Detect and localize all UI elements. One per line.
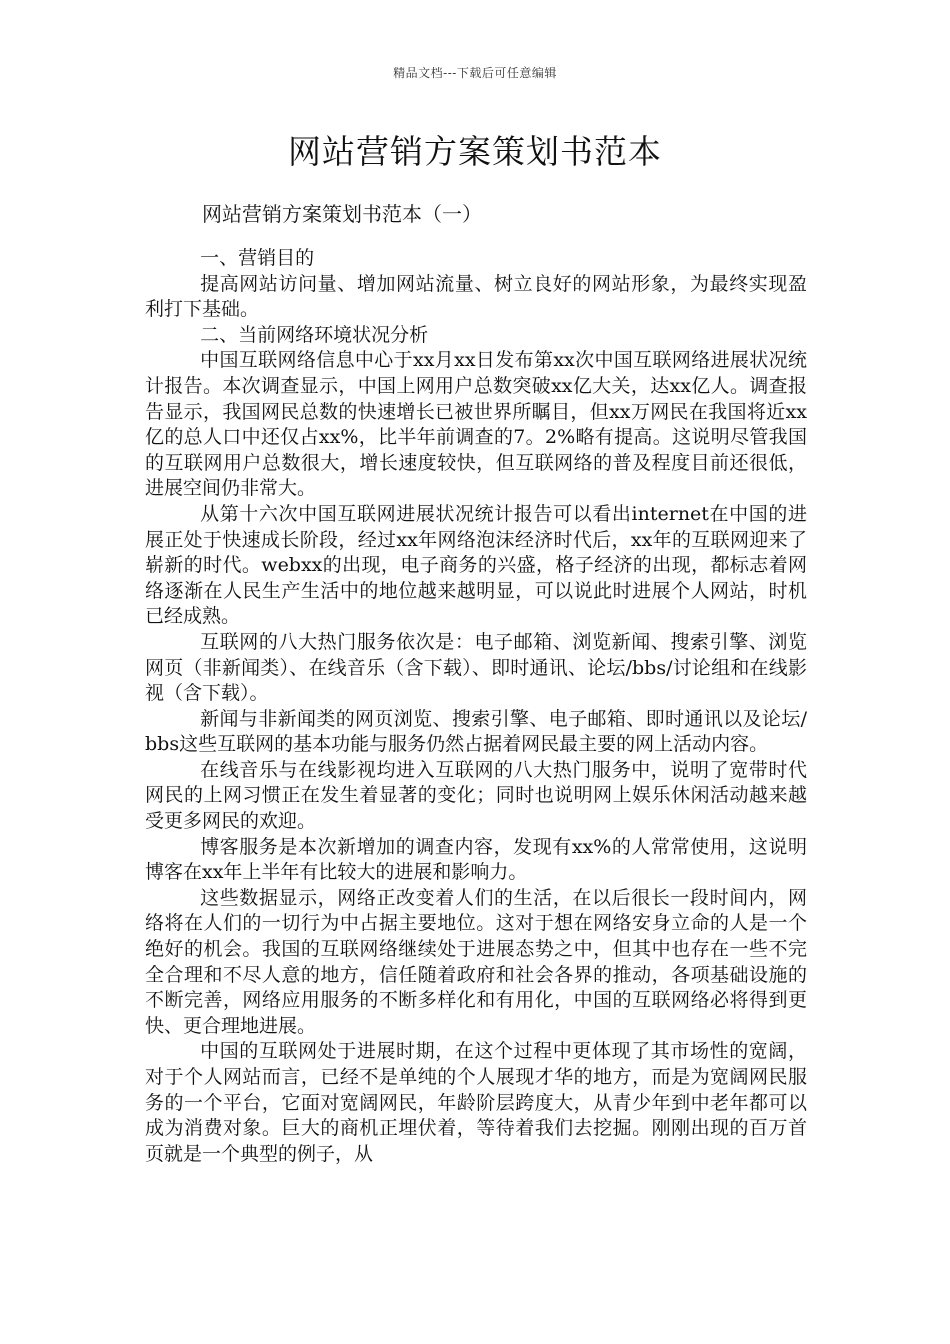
paragraph: 提高网站访问量、增加网站流量、树立良好的网站形象，为最终实现盈利打下基础。 (145, 272, 807, 321)
paragraph: 博客服务是本次新增加的调查内容，发现有xx%的人常常使用，这说明博客在xx年上半年有比较大的进展和影响力。 (145, 835, 807, 884)
section-heading: 二、当前网络环境状况分析 (200, 323, 429, 346)
paragraph: 从第十六次中国互联网进展状况统计报告可以看出internet在中国的进展正处于快速成长阶段，经过xx年网络泡沫经济时代后，xx年的互联网迎来了崭新的时代。webxx的出现，电子商务的兴盛，格子经济的出现，都标志着网络逐渐在人民生产生活中的地位越来越明显，可以说此时进展个人网站，时机已经成熟。 (145, 502, 807, 628)
paragraph: 中国互联网络信息中心于xx月xx日发布第xx次中国互联网络进展状况统计报告。本次调查显示，中国上网用户总数突破xx亿大关，达xx亿人。调查报告显示，我国网民总数的快速增长已被世界所瞩目，但xx万网民在我国将近xx亿的总人口中还仅占xx%，比半年前调查的7。2%略有提高。这说明尽管我国的互联网用户总数很大，增长速度较快，但互联网络的普及程度目前还很低，进展空间仍非常大。 (145, 349, 807, 500)
document-body (145, 246, 807, 1167)
paragraph: 这些数据显示，网络正改变着人们的生活，在以后很长一段时间内，网络将在人们的一切行为中占据主要地位。这对于想在网络安身立命的人是一个绝好的机会。我国的互联网络继续处于进展态势之中，但其中也存在一些不完全合理和不尽人意的地方，信任随着政府和社会各界的推动，各项基础设施的不断完善，网络应用服务的不断多样化和有用化，中国的互联网络必将得到更快、更合理地进展。 (145, 886, 807, 1037)
paragraph: 新闻与非新闻类的网页浏览、搜索引擎、电子邮箱、即时通讯以及论坛/bbs这些互联网的基本功能与服务仍然占据着网民最主要的网上活动内容。 (145, 707, 807, 756)
document-title: 网站营销方案策划书范本 (288, 132, 662, 171)
paragraph: 在线音乐与在线影视均进入互联网的八大热门服务中，说明了宽带时代网民的上网习惯正在发生着显著的变化；同时也说明网上娱乐休闲活动越来越受更多网民的欢迎。 (145, 758, 807, 833)
paragraph: 互联网的八大热门服务依次是：电子邮箱、浏览新闻、搜索引擎、浏览网页（非新闻类）、在线音乐（含下载）、即时通讯、论坛/bbs/讨论组和在线影视（含下载）。 (145, 630, 807, 705)
header-note: 精品文档---下载后可任意编辑 (393, 66, 557, 80)
paragraph: 中国的互联网处于进展时期，在这个过程中更体现了其市场性的宽阔，对于个人网站而言，已经不是单纯的个人展现才华的地方，而是为宽阔网民服务的一个平台，它面对宽阔网民，年龄阶层跨度大，从青少年到中老年都可以成为消费对象。巨大的商机正埋伏着，等待着我们去挖掘。刚刚出现的百万首页就是一个典型的例子，从 (145, 1040, 807, 1165)
section-heading: 一、营销目的 (200, 247, 315, 269)
document-subtitle: 网站营销方案策划书范本（一） (202, 202, 482, 226)
